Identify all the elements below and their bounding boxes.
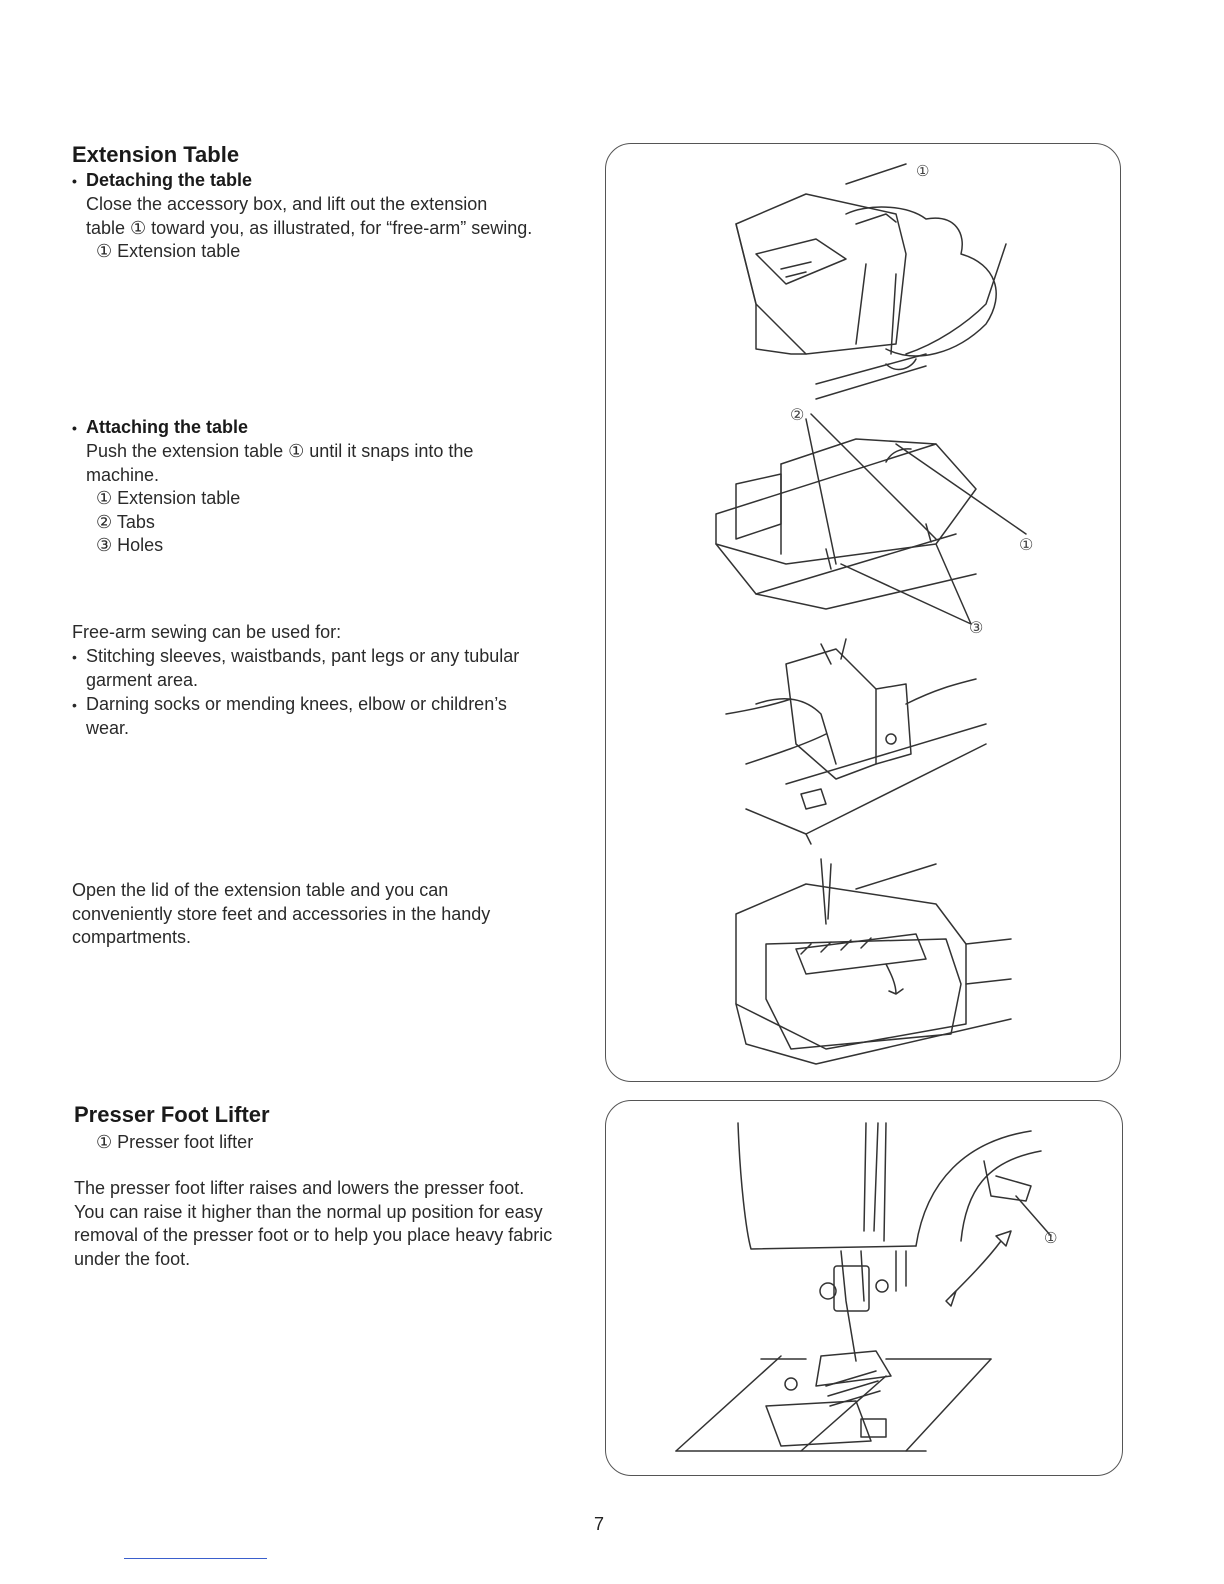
presser-foot-title: Presser Foot Lifter — [74, 1102, 270, 1127]
callout-2-tabs: ② — [790, 407, 805, 424]
attaching-line: machine. — [86, 464, 160, 485]
footer-rule — [124, 1558, 267, 1559]
attaching-instructions — [86, 440, 473, 558]
detaching-line: Close the accessory box, and lift out the extension — [86, 194, 488, 214]
free-arm-section — [72, 621, 519, 741]
attaching-heading: • Attaching the table — [72, 417, 248, 438]
attaching-legend-item: ② Tabs — [96, 511, 155, 532]
presser-foot-line: under the foot. — [74, 1248, 191, 1269]
free-arm-bullet: • Darning socks or mending knees, elbow or children’s — [72, 693, 519, 718]
attach-scene — [716, 414, 1026, 624]
presser-foot-line: removal of the presser foot or to help you place heavy fabric — [74, 1225, 553, 1245]
callout-1-extension-table: ① — [916, 163, 930, 180]
extension-table-illustration — [606, 144, 1122, 1083]
detaching-heading: • Detaching the table — [72, 170, 252, 191]
attaching-legend-item: ① Extension table — [96, 488, 241, 508]
presser-foot-legend: ① Presser foot lifter — [96, 1132, 254, 1152]
callout-3-holes: ③ — [969, 620, 984, 637]
storage-line: conveniently store feet and accessories in the handy — [72, 903, 491, 924]
extension-table-illustration-panel — [605, 143, 1121, 1082]
storage-line: Open the lid of the extension table and you can — [72, 880, 449, 900]
detaching-instructions — [86, 193, 532, 264]
storage-paragraph — [72, 879, 490, 950]
free-arm-bullet: • Stitching sleeves, waistbands, pant legs or any tubular — [72, 645, 519, 670]
presser-foot-illustration — [606, 1101, 1124, 1477]
presser-foot-paragraph — [74, 1177, 552, 1271]
free-arm-bullet-cont: wear. — [86, 718, 130, 738]
attaching-legend-item: ③ Holes — [96, 535, 164, 555]
detaching-legend-item: ① Extension table — [96, 241, 241, 261]
callout-1-extension-table-attach: ① — [1019, 537, 1034, 554]
detaching-line: table ① toward you, as illustrated, for “free-arm” sewing. — [86, 217, 533, 238]
presser-foot-line: You can raise it higher than the normal up position for easy — [74, 1201, 543, 1222]
presser-foot-line: The presser foot lifter raises and lowers the presser foot. — [74, 1178, 525, 1198]
free-arm-scene — [726, 639, 986, 844]
presser-foot-illustration-panel — [605, 1100, 1123, 1476]
free-arm-intro: Free-arm sewing can be used for: — [72, 622, 342, 642]
callout-1-presser-foot-lifter: ① — [1044, 1230, 1058, 1247]
page-number: 7 — [594, 1514, 605, 1534]
storage-line: compartments. — [72, 927, 192, 947]
attaching-line: Push the extension table ① until it snaps into the — [86, 441, 474, 461]
lid-scene — [736, 859, 1011, 1064]
detach-scene — [736, 164, 1006, 399]
extension-table-title: Extension Table — [72, 142, 240, 167]
free-arm-bullet-cont: garment area. — [86, 670, 199, 690]
